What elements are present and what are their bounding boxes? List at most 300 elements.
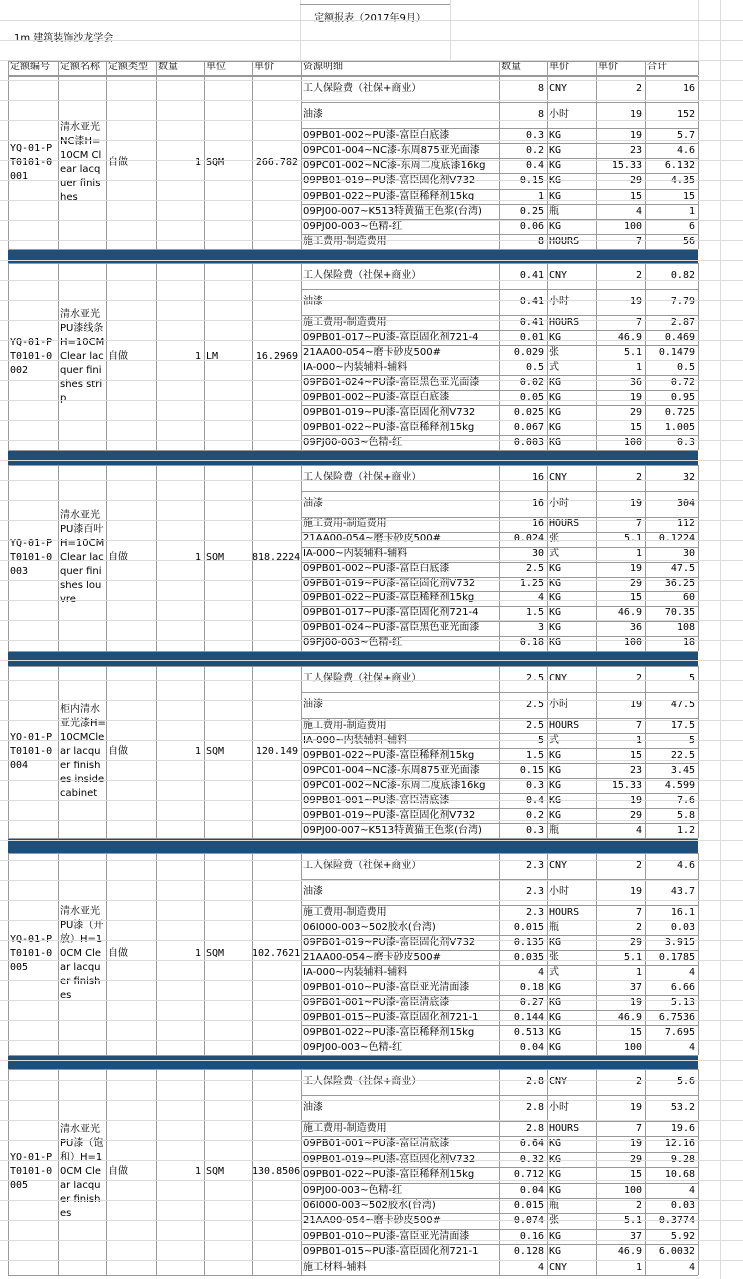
resource-price: 29 (629, 1153, 642, 1165)
resource-unit: 瓶 (549, 825, 559, 836)
resource-total: 22.5 (670, 750, 695, 761)
resource-res: 09PB01-019~PU漆-富臣固化剂V732 (303, 577, 476, 589)
resource-res: 油漆 (303, 699, 323, 710)
resource-res: 21AA00-054~磨卡砂皮500# (303, 952, 441, 963)
resource-total: 5.92 (670, 1230, 695, 1242)
resource-unit: KG (549, 220, 562, 232)
resource-res: 施工费用-制造费用 (303, 235, 387, 247)
resource-res: 油漆 (303, 109, 323, 120)
resource-total: 6.0032 (658, 1246, 695, 1258)
quota-qty: 1 (194, 746, 201, 757)
quota-name: 清水亚光PU漆百叶H=10CM Clear lacquer finishes louvre (60, 510, 105, 605)
resource-qty: 0.27 (519, 997, 544, 1008)
group-separator (8, 1056, 698, 1070)
quota-unit: SQM (206, 552, 225, 563)
resource-price: 19 (629, 296, 642, 307)
resource-qty: 0.015 (513, 1200, 544, 1211)
resource-qty: 0.4 (525, 795, 544, 806)
resource-qty: 16 (531, 498, 544, 509)
resource-price: 23 (629, 145, 642, 157)
resource-res: 09PB01-022~PU漆-富臣稀释剂15kg (303, 190, 475, 202)
quota-code: YQ-01-PT0101-0003 (10, 538, 53, 577)
resource-unit: KG (549, 810, 562, 821)
resource-qty: 0.712 (513, 1169, 544, 1181)
resource-res: 施工费用-制造费用 (303, 907, 387, 918)
resource-qty: 5 (537, 735, 544, 746)
resource-total: 4 (688, 1261, 695, 1273)
resource-total: 5 (688, 735, 695, 746)
resource-total: 16 (682, 83, 695, 94)
resource-res: 09PB01-010~PU漆-富臣亚光清面漆 (303, 1230, 470, 1242)
resource-price: 5.1 (623, 347, 642, 358)
resource-price: 2 (635, 1200, 642, 1211)
resource-qty: 2.8 (525, 1123, 544, 1134)
resource-qty: 4 (537, 592, 544, 604)
resource-qty: 8 (537, 83, 544, 94)
resource-price: 15 (629, 1169, 642, 1181)
resource-unit: KG (549, 765, 562, 776)
resource-total: 5.7 (676, 130, 695, 141)
resource-price: 15 (629, 1027, 642, 1038)
resource-qty: 0.04 (519, 1042, 544, 1053)
resource-res: 09PB01-001~PU漆-富臣清底漆 (303, 1138, 450, 1150)
quota-type: 自做 (108, 746, 128, 757)
quota-qty: 1 (194, 948, 201, 959)
resource-res: 施工费用-制造费用 (303, 317, 387, 328)
resource-qty: 1.5 (525, 750, 544, 761)
resource-qty: 0.18 (519, 982, 544, 993)
resource-unit: CNY (549, 673, 568, 684)
resource-res: 09PB01-001~PU漆-富臣清底漆 (303, 997, 450, 1008)
resource-price: 4 (635, 825, 642, 836)
resource-total: 0.1479 (658, 347, 695, 358)
resource-price: 4 (635, 205, 642, 217)
resource-res: 油漆 (303, 1102, 323, 1113)
resource-res: 油漆 (303, 498, 323, 509)
resource-unit: KG (549, 1246, 562, 1258)
resource-qty: 0.15 (519, 175, 544, 187)
quota-code: YQ-01-PT0101-0005 (10, 934, 53, 973)
resource-total: 0.725 (664, 407, 695, 418)
resource-unit: 小时 (549, 699, 569, 710)
resource-qty: 16 (531, 472, 544, 483)
quota-price: 16.2969 (255, 350, 298, 362)
resource-res: 09PJ00-003~色精-红 (303, 1042, 403, 1053)
resource-qty: 0.04 (519, 1184, 544, 1196)
resource-total: 47.5 (670, 562, 695, 574)
resource-res: 09PC01-004~NC漆-东周875亚光面漆 (303, 765, 480, 776)
resource-unit: KG (549, 130, 562, 141)
resource-unit: KG (549, 637, 562, 649)
resource-qty: 0.01 (519, 332, 544, 343)
resource-qty: 0.06 (519, 220, 544, 232)
resource-qty: 2.5 (525, 673, 544, 684)
resource-qty: 4 (537, 967, 544, 978)
resource-unit: HOURS (549, 235, 580, 247)
resource-res: 21AA00-054~磨卡砂皮500# (303, 1215, 441, 1227)
resource-res: 工人保险费（社保+商业） (303, 1076, 422, 1087)
resource-total: 0.469 (664, 332, 695, 343)
quota-name: 清水亚光NC漆H=10CM Clear lacquer finishes (60, 121, 102, 203)
resource-price: 29 (629, 810, 642, 821)
resource-price: 7 (635, 235, 642, 247)
resource-qty: 1.5 (525, 607, 544, 619)
resource-price: 46.9 (617, 607, 642, 619)
resource-price: 19 (629, 498, 642, 509)
resource-unit: 小时 (549, 886, 569, 897)
resource-price: 100 (623, 1042, 642, 1053)
resource-price: 15 (629, 190, 642, 202)
resource-res: 09PB01-022~PU漆-富臣稀释剂15kg (303, 750, 475, 761)
resource-price: 2 (635, 270, 642, 281)
resource-unit: KG (549, 422, 562, 433)
group-separator (8, 250, 698, 264)
quota-code: YQ-01-PT0101-0005 (10, 1152, 53, 1191)
resource-total: 3.45 (670, 765, 695, 776)
resource-unit: KG (549, 607, 562, 619)
resource-price: 5.1 (623, 1215, 642, 1227)
resource-total: 0.1785 (658, 952, 695, 963)
resource-unit: KG (549, 622, 562, 634)
resource-price: 1 (635, 735, 642, 746)
resource-res: 09PB01-019~PU漆-富臣固化剂V732 (303, 1153, 476, 1165)
resource-qty: 0.4 (525, 160, 544, 172)
resource-res: 09PB01-002~PU漆-富臣白底漆 (303, 130, 450, 141)
quota-qty: 1 (194, 1166, 201, 1177)
report-title: 定额报表（2017年9月） (314, 13, 426, 24)
resource-price: 19 (629, 1138, 642, 1150)
resource-unit: KG (549, 750, 562, 761)
column-header: 定额名称 (60, 61, 100, 72)
resource-res: 施工费用-制造费用 (303, 518, 387, 529)
resource-res: 09PB01-024~PU漆-富臣黑色亚光面漆 (303, 377, 480, 388)
resource-qty: 0.64 (519, 1138, 544, 1150)
resource-qty: 0.16 (519, 1230, 544, 1242)
resource-unit: 式 (549, 547, 559, 559)
resource-price: 1 (635, 547, 642, 559)
resource-total: 5.13 (670, 997, 695, 1008)
resource-unit: 张 (549, 347, 559, 358)
resource-res: IA-000~内装辅料-辅料 (303, 735, 408, 746)
resource-unit: CNY (549, 860, 568, 871)
resource-total: 56 (682, 235, 695, 247)
resource-qty: 0.18 (519, 637, 544, 649)
resource-price: 100 (623, 1184, 642, 1196)
resource-res: 09PB01-015~PU漆-富臣固化剂721-1 (303, 1012, 479, 1023)
resource-price: 100 (623, 437, 642, 448)
quota-qty: 1 (194, 156, 201, 168)
group-separator (8, 451, 698, 465)
resource-price: 1 (635, 967, 642, 978)
resource-res: 工人保险费（社保+商业） (303, 472, 422, 483)
resource-res: 工人保险费（社保+商业） (303, 860, 422, 871)
resource-total: 0.3 (676, 437, 695, 448)
resource-total: 4 (688, 1042, 695, 1053)
resource-res: 09PB01-019~PU漆-富臣固化剂V732 (303, 407, 476, 418)
resource-unit: 张 (549, 1215, 559, 1227)
resource-total: 0.03 (670, 1200, 695, 1211)
resource-total: 0.72 (670, 377, 695, 388)
resource-price: 7 (635, 1123, 642, 1134)
column-header: 数量 (158, 61, 178, 72)
resource-total: 4.35 (670, 175, 695, 187)
resource-res: 06I000-003~502胶水(台湾) (303, 922, 436, 933)
resource-qty: 0.3 (525, 780, 544, 791)
resource-unit: 瓶 (549, 922, 559, 933)
resource-unit: KG (549, 377, 562, 388)
resource-total: 1 (688, 205, 695, 217)
resource-qty: 2.8 (525, 1076, 544, 1087)
resource-unit: KG (549, 160, 562, 172)
resource-unit: CNY (549, 83, 568, 94)
resource-unit: CNY (549, 1076, 568, 1087)
resource-unit: KG (549, 145, 562, 157)
resource-unit: KG (549, 1012, 562, 1023)
resource-total: 16.1 (670, 907, 695, 918)
resource-total: 4.6 (676, 145, 695, 157)
group-separator (8, 652, 698, 666)
resource-res: 油漆 (303, 886, 323, 897)
resource-res: 09PJ00-003~色精-红 (303, 637, 403, 649)
resource-total: 4 (688, 1184, 695, 1196)
resource-price: 37 (629, 1230, 642, 1242)
resource-res: 施工费用-制造费用 (303, 1123, 387, 1134)
resource-qty: 2.5 (525, 562, 544, 574)
resource-unit: 张 (549, 952, 559, 963)
resource-res: 09PC01-002~NC漆-东周二度底漆16kg (303, 160, 486, 172)
resource-total: 152 (676, 109, 695, 120)
resource-qty: 0.035 (513, 952, 544, 963)
resource-price: 29 (629, 175, 642, 187)
resource-total: 5.6 (676, 1076, 695, 1087)
quota-type: 自做 (108, 552, 128, 563)
resource-unit: KG (549, 1138, 562, 1150)
quota-price: 102.7621 (252, 948, 301, 959)
resource-total: 19.6 (670, 1123, 695, 1134)
resource-unit: KG (549, 1027, 562, 1038)
quota-type: 自做 (108, 948, 128, 959)
resource-unit: HOURS (549, 907, 580, 918)
resource-qty: 0.128 (513, 1246, 544, 1258)
resource-qty: 0.5 (525, 362, 544, 373)
resource-qty: 0.41 (519, 317, 544, 328)
resource-total: 15 (682, 190, 695, 202)
resource-res: 油漆 (303, 296, 323, 307)
resource-price: 100 (623, 220, 642, 232)
column-header: 合计 (647, 61, 667, 72)
resource-unit: 小时 (549, 498, 569, 509)
resource-unit: KG (549, 592, 562, 604)
resource-unit: HOURS (549, 518, 580, 529)
resource-qty: 16 (531, 518, 544, 529)
resource-qty: 3 (537, 622, 544, 634)
resource-qty: 0.02 (519, 377, 544, 388)
resource-qty: 2.3 (525, 860, 544, 871)
resource-res: 09PB01-001~PU漆-富臣清底漆 (303, 795, 450, 806)
resource-price: 2 (635, 922, 642, 933)
resource-total: 4 (688, 967, 695, 978)
resource-total: 6.7536 (658, 1012, 695, 1023)
quota-unit: SQM (206, 1166, 225, 1177)
resource-res: 09PB01-022~PU漆-富臣稀释剂15kg (303, 592, 475, 604)
resource-total: 70.35 (664, 607, 695, 619)
resource-unit: 小时 (549, 109, 569, 120)
resource-unit: HOURS (549, 720, 580, 731)
resource-price: 19 (629, 1102, 642, 1113)
quota-qty: 1 (194, 350, 201, 362)
resource-unit: 小时 (549, 1102, 569, 1113)
resource-total: 0.03 (670, 922, 695, 933)
resource-unit: KG (549, 1230, 562, 1242)
resource-res: 09PB01-002~PU漆-富臣白底漆 (303, 562, 450, 574)
resource-unit: HOURS (549, 1123, 580, 1134)
resource-res: 09PB01-024~PU漆-富臣黑色亚光面漆 (303, 622, 480, 634)
resource-price: 19 (629, 109, 642, 120)
resource-unit: KG (549, 982, 562, 993)
resource-price: 19 (629, 699, 642, 710)
resource-total: 43.7 (670, 886, 695, 897)
resource-price: 1 (635, 1261, 642, 1273)
resource-unit: CNY (549, 472, 568, 483)
resource-total: 6 (688, 220, 695, 232)
resource-price: 29 (629, 577, 642, 589)
resource-qty: 0.015 (513, 922, 544, 933)
resource-price: 7 (635, 518, 642, 529)
resource-qty: 0.135 (513, 937, 544, 948)
resource-unit: KG (549, 780, 562, 791)
resource-qty: 8 (537, 235, 544, 247)
resource-price: 7 (635, 317, 642, 328)
resource-qty: 8 (537, 109, 544, 120)
resource-total: 32 (682, 472, 695, 483)
resource-unit: KG (549, 1169, 562, 1181)
resource-total: 7.6 (676, 795, 695, 806)
resource-qty: 0.067 (513, 422, 544, 433)
resource-price: 100 (623, 637, 642, 649)
resource-total: 9.28 (670, 1153, 695, 1165)
resource-unit: KG (549, 190, 562, 202)
resource-price: 2 (635, 1076, 642, 1087)
resource-unit: 张 (549, 532, 559, 544)
resource-unit: KG (549, 1042, 562, 1053)
resource-price: 19 (629, 997, 642, 1008)
resource-total: 2.87 (670, 317, 695, 328)
resource-total: 4.6 (676, 860, 695, 871)
quota-name: 清水亚光PU漆线条H=10CM Clear lacquer finishes strip (60, 308, 105, 404)
resource-qty: 0.05 (519, 392, 544, 403)
resource-unit: 小时 (549, 296, 569, 307)
resource-price: 15 (629, 422, 642, 433)
resource-qty: 0.074 (513, 1215, 544, 1227)
resource-unit: KG (549, 175, 562, 187)
quota-name: 清水亚光PU漆（开放）H=10CM Clear lacquer finishes (60, 906, 104, 1001)
resource-res: 09PB01-019~PU漆-富臣固化剂V732 (303, 810, 476, 821)
resource-qty: 0.025 (513, 407, 544, 418)
column-header: 单位 (206, 61, 226, 72)
resource-total: 6.132 (664, 160, 695, 172)
resource-res: 09PJ00-003~色精-红 (303, 1184, 403, 1196)
resource-res: 09PJ00-007~K513特黄猫王色浆(台湾) (303, 205, 482, 217)
resource-qty: 1 (537, 190, 544, 202)
resource-qty: 4 (537, 1261, 544, 1273)
resource-total: 3.915 (664, 937, 695, 948)
resource-price: 19 (629, 795, 642, 806)
resource-price: 7 (635, 907, 642, 918)
resource-price: 2 (635, 673, 642, 684)
resource-total: 7.695 (664, 1027, 695, 1038)
quota-unit: SQM (206, 156, 225, 168)
resource-res: 09PB01-017~PU漆-富臣固化剂721-4 (303, 332, 479, 343)
resource-qty: 0.25 (519, 205, 544, 217)
resource-qty: 0.003 (513, 437, 544, 448)
resource-res: 06I000-003~502胶水(台湾) (303, 1200, 436, 1211)
resource-price: 19 (629, 130, 642, 141)
resource-res: 施工材料-辅料 (303, 1261, 367, 1273)
column-header: 定额编号 (10, 61, 50, 72)
resource-qty: 0.41 (519, 270, 544, 281)
resource-unit: KG (549, 1153, 562, 1165)
resource-unit: KG (549, 332, 562, 343)
resource-res: 21AA00-054~磨卡砂皮500# (303, 347, 441, 358)
resource-unit: KG (549, 407, 562, 418)
resource-res: 09PC01-004~NC漆-东周875亚光面漆 (303, 145, 480, 157)
resource-res: 09PC01-002~NC漆-东周二度底漆16kg (303, 780, 486, 791)
resource-price: 19 (629, 562, 642, 574)
resource-unit: 式 (549, 967, 559, 978)
resource-res: 09PB01-015~PU漆-富臣固化剂721-1 (303, 1246, 479, 1258)
quota-name: 柜内清水亚光漆H=10CMClear lacquer finishes inside cabinet (60, 704, 106, 799)
resource-unit: HOURS (549, 317, 580, 328)
resource-res: 工人保险费（社保+商业） (303, 270, 422, 281)
resource-unit: KG (549, 562, 562, 574)
resource-unit: KG (549, 997, 562, 1008)
quota-price: 818.2224 (252, 552, 301, 563)
column-header: 定额类型 (108, 61, 148, 72)
resource-total: 0.1224 (658, 532, 695, 544)
resource-unit: KG (549, 795, 562, 806)
resource-price: 1 (635, 362, 642, 373)
quota-price: 120.149 (255, 746, 298, 757)
resource-total: 0.95 (670, 392, 695, 403)
resource-total: 10.68 (664, 1169, 695, 1181)
resource-qty: 2.3 (525, 886, 544, 897)
resource-total: 0.3774 (658, 1215, 695, 1227)
quota-type: 自做 (108, 1166, 128, 1177)
resource-total: 0.82 (670, 270, 695, 281)
resource-qty: 0.2 (525, 145, 544, 157)
quota-code: YQ-01-PT0101-0001 (10, 142, 53, 182)
group-separator (8, 839, 698, 853)
resource-total: 5.8 (676, 810, 695, 821)
resource-price: 7 (635, 720, 642, 731)
resource-unit: 瓶 (549, 1200, 559, 1211)
quota-unit: SQM (206, 948, 225, 959)
resource-qty: 0.3 (525, 825, 544, 836)
resource-price: 29 (629, 407, 642, 418)
resource-total: 304 (676, 498, 695, 509)
resource-res: 09PJ00-003~色精-红 (303, 220, 403, 232)
resource-qty: 0.029 (513, 347, 544, 358)
column-header: 单价 (549, 61, 569, 72)
resource-price: 23 (629, 765, 642, 776)
resource-price: 2 (635, 860, 642, 871)
resource-qty: 0.15 (519, 765, 544, 776)
quota-unit: SQM (206, 746, 225, 757)
quota-price: 266.782 (255, 156, 298, 168)
resource-unit: KG (549, 937, 562, 948)
resource-total: 60 (682, 592, 695, 604)
resource-unit: KG (549, 392, 562, 403)
